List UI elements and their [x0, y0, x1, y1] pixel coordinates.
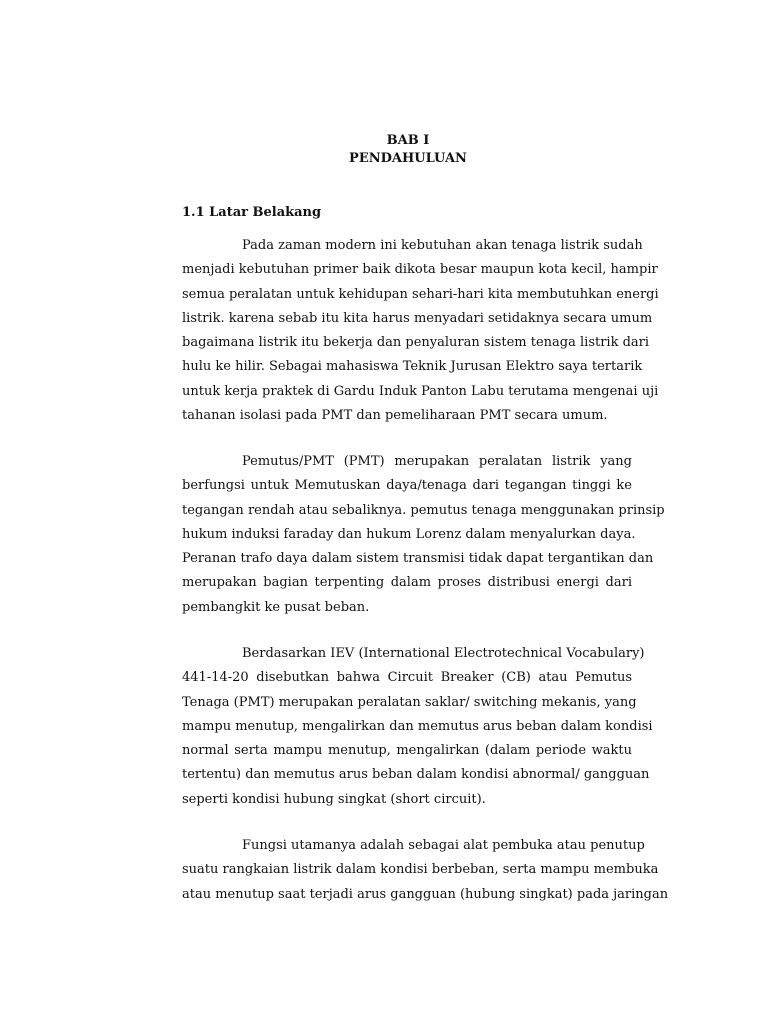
text-line: Pemutus/PMT (PMT) merupakan peralatan listrik yang: [242, 454, 632, 469]
text-line: berfungsi untuk Memutuskan daya/tenaga dari tegangan tinggi ke: [182, 478, 632, 494]
text-line: Tenaga (PMT) merupakan peralatan saklar/ switching mekanis, yang: [182, 694, 637, 710]
section-title: 1.1 Latar Belakang: [182, 205, 322, 220]
text-line: pembangkit ke pusat beban.: [182, 599, 370, 615]
chapter-title: PENDAHULUAN: [349, 151, 467, 166]
text-line: seperti kondisi hubung singkat (short circuit).: [182, 791, 486, 807]
text-line: atau menutup saat terjadi arus gangguan (hubung singkat) pada jaringan: [182, 886, 669, 902]
text-line: Pada zaman modern ini kebutuhan akan tenaga listrik sudah: [242, 238, 643, 253]
paragraph-3: [182, 642, 653, 812]
text-line: normal serta mampu menutup, mengalirkan (dalam periode waktu: [182, 743, 632, 759]
text-line: semua peralatan untuk kehidupan sehari-hari kita membutuhkan energi: [182, 286, 659, 302]
text-line: menjadi kebutuhan primer baik dikota besar maupun kota kecil, hampir: [182, 262, 658, 278]
paragraph-2: [182, 450, 665, 620]
paragraph-1: [182, 234, 659, 428]
text-line: listrik. karena sebab itu kita harus menyadari setidaknya secara umum: [182, 310, 653, 326]
text-line: tegangan rendah atau sebaliknya. pemutus tenaga menggunakan prinsip: [182, 502, 665, 518]
text-line: Berdasarkan IEV (International Electrotechnical Vocabulary): [242, 646, 645, 661]
paragraph-4: [182, 834, 669, 907]
text-line: bagaimana listrik itu bekerja dan penyaluran sistem tenaga listrik dari: [182, 335, 650, 351]
text-line: hulu ke hilir. Sebagai mahasiswa Teknik Jurusan Elektro saya tertarik: [182, 359, 643, 375]
text-line: tahanan isolasi pada PMT dan pemeliharaan PMT secara umum.: [182, 408, 608, 424]
text-line: suatu rangkaian listrik dalam kondisi berbeban, serta mampu membuka: [182, 862, 659, 878]
text-line: tertentu) dan memutus arus beban dalam kondisi abnormal/ gangguan: [182, 767, 650, 783]
text-line: Peranan trafo daya dalam sistem transmisi tidak dapat tergantikan dan: [182, 551, 654, 567]
chapter-label: BAB I: [386, 133, 430, 148]
text-line: untuk kerja praktek di Gardu Induk Panton Labu terutama mengenai uji: [182, 383, 659, 399]
text-line: Fungsi utamanya adalah sebagai alat pembuka atau penutup: [242, 838, 645, 853]
text-line: merupakan bagian terpenting dalam proses distribusi energi dari: [182, 575, 632, 591]
text-line: 441-14-20 disebutkan bahwa Circuit Breaker (CB) atau Pemutus: [182, 670, 632, 686]
text-line: mampu menutup, mengalirkan dan memutus arus beban dalam kondisi: [182, 718, 653, 734]
chapter-heading: [0, 132, 768, 168]
text-line: hukum induksi faraday dan hukum Lorenz dalam menyalurkan daya.: [182, 526, 636, 542]
